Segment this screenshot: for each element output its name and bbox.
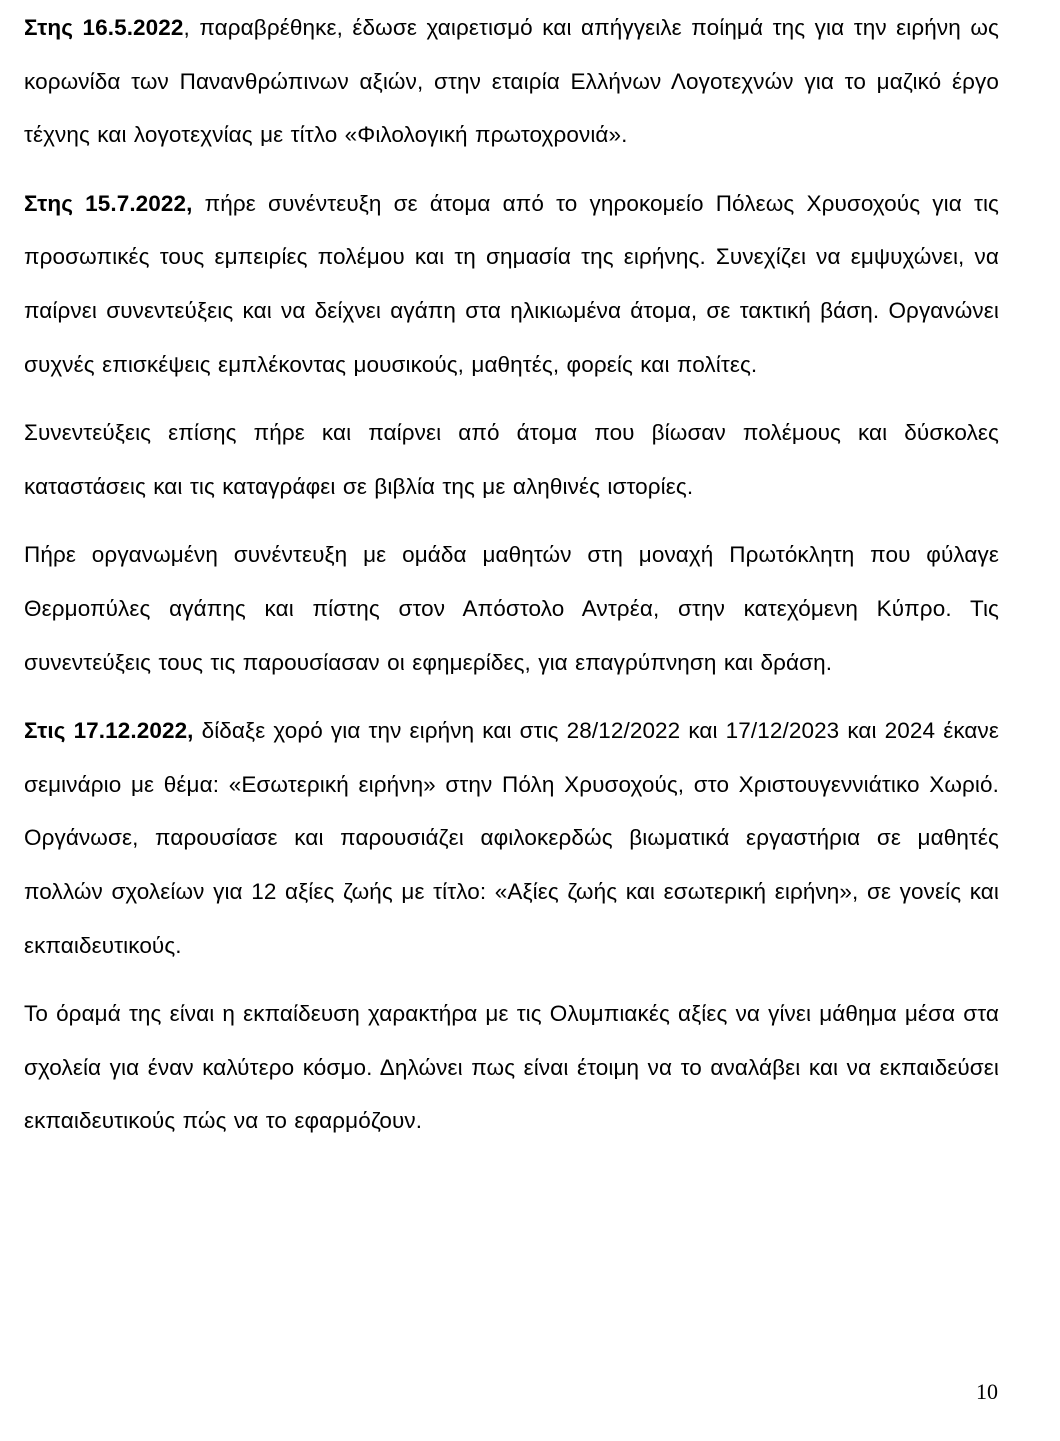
paragraph-interviews <box>24 406 999 513</box>
paragraph-event-15-7-2022 <box>24 177 999 391</box>
paragraph-vision <box>24 987 999 1148</box>
paragraph-body: Το όραμά της είναι η εκπαίδευση χαρακτήρα με τις Ολυμπιακές αξίες να γίνει μάθημα μέσα στα σχολεία για έναν καλύτερο κόσμο. Δηλώνει πως είναι έτοιμη να το αναλάβει και να εκπαιδεύσει εκπαιδευτικούς πώς να το εφαρμόζουν. <box>24 1001 999 1134</box>
paragraph-event-16-5-2022 <box>24 1 999 162</box>
paragraph-body: Πήρε οργανωμένη συνέντευξη με ομάδα μαθητών στη μοναχή Πρωτόκλητη που φύλαγε Θερμοπύλες αγάπης και πίστης στον Απόστολο Αντρέα, στην κατεχόμενη Κύπρο. Τις συνεντεύξεις τους τις παρουσίασαν οι εφημερίδες, για επαγρύπνηση και δράση. <box>24 542 999 675</box>
paragraph-body: , παραβρέθηκε, έδωσε χαιρετισμό και απήγγειλε ποίημά της για την ειρήνη ως κορωνίδα των Πανανθρώπινων αξιών, στην εταιρία Ελλήνων Λογοτεχνών για το μαζικό έργο τέχνης και λογοτεχνίας με τίτλο «Φιλολογική πρωτοχρονιά». <box>24 15 999 148</box>
paragraph-date-lead: Στης 15.7.2022, <box>24 190 193 216</box>
paragraph-body: πήρε συνέντευξη σε άτομα από το γηροκομείο Πόλεως Χρυσοχούς για τις προσωπικές τους εμπειρίες πολέμου και τη σημασία της ειρήνης. Συνεχίζει να εμψυχώνει, να παίρνει συνεντεύξεις και να δείχνει αγάπη στα ηλικιωμένα άτομα, σε τακτική βάση. Οργανώνει συχνές επισκέψεις εμπλέκοντας μουσικούς, μαθητές, φορείς και πολίτες. <box>24 190 999 377</box>
paragraph-date-lead: Στης 16.5.2022 <box>24 15 184 40</box>
paragraph-event-17-12-2022 <box>24 704 999 972</box>
paragraph-date-lead: Στις 17.12.2022, <box>24 718 194 744</box>
paragraph-body: Συνεντεύξεις επίσης πήρε και παίρνει από άτομα που βίωσαν πολέμους και δύσκολες καταστάσεις και τις καταγράφει σε βιβλία της με αληθινές ιστορίες. <box>24 420 999 499</box>
paragraph-body: δίδαξε χορό για την ειρήνη και στις 28/12/2022 και 17/12/2023 και 2024 έκανε σεμινάριο με θέμα: «Εσωτερική ειρήνη» στην Πόλη Χρυσοχούς, στο Χριστουγεννιάτικο Χωριό. Οργάνωσε, παρουσίασε και παρουσιάζει αφιλοκερδώς βιωματικά εργαστήρια σε μαθητές πολλών σχολείων για 12 αξίες ζωής με τίτλο: «Αξίες ζωής και εσωτερική ειρήνη», σε γονείς και εκπαιδευτικούς. <box>24 718 999 958</box>
page-number: 10 <box>976 1379 998 1404</box>
document-page <box>24 0 999 1148</box>
paragraph-nun-interview <box>24 528 999 689</box>
